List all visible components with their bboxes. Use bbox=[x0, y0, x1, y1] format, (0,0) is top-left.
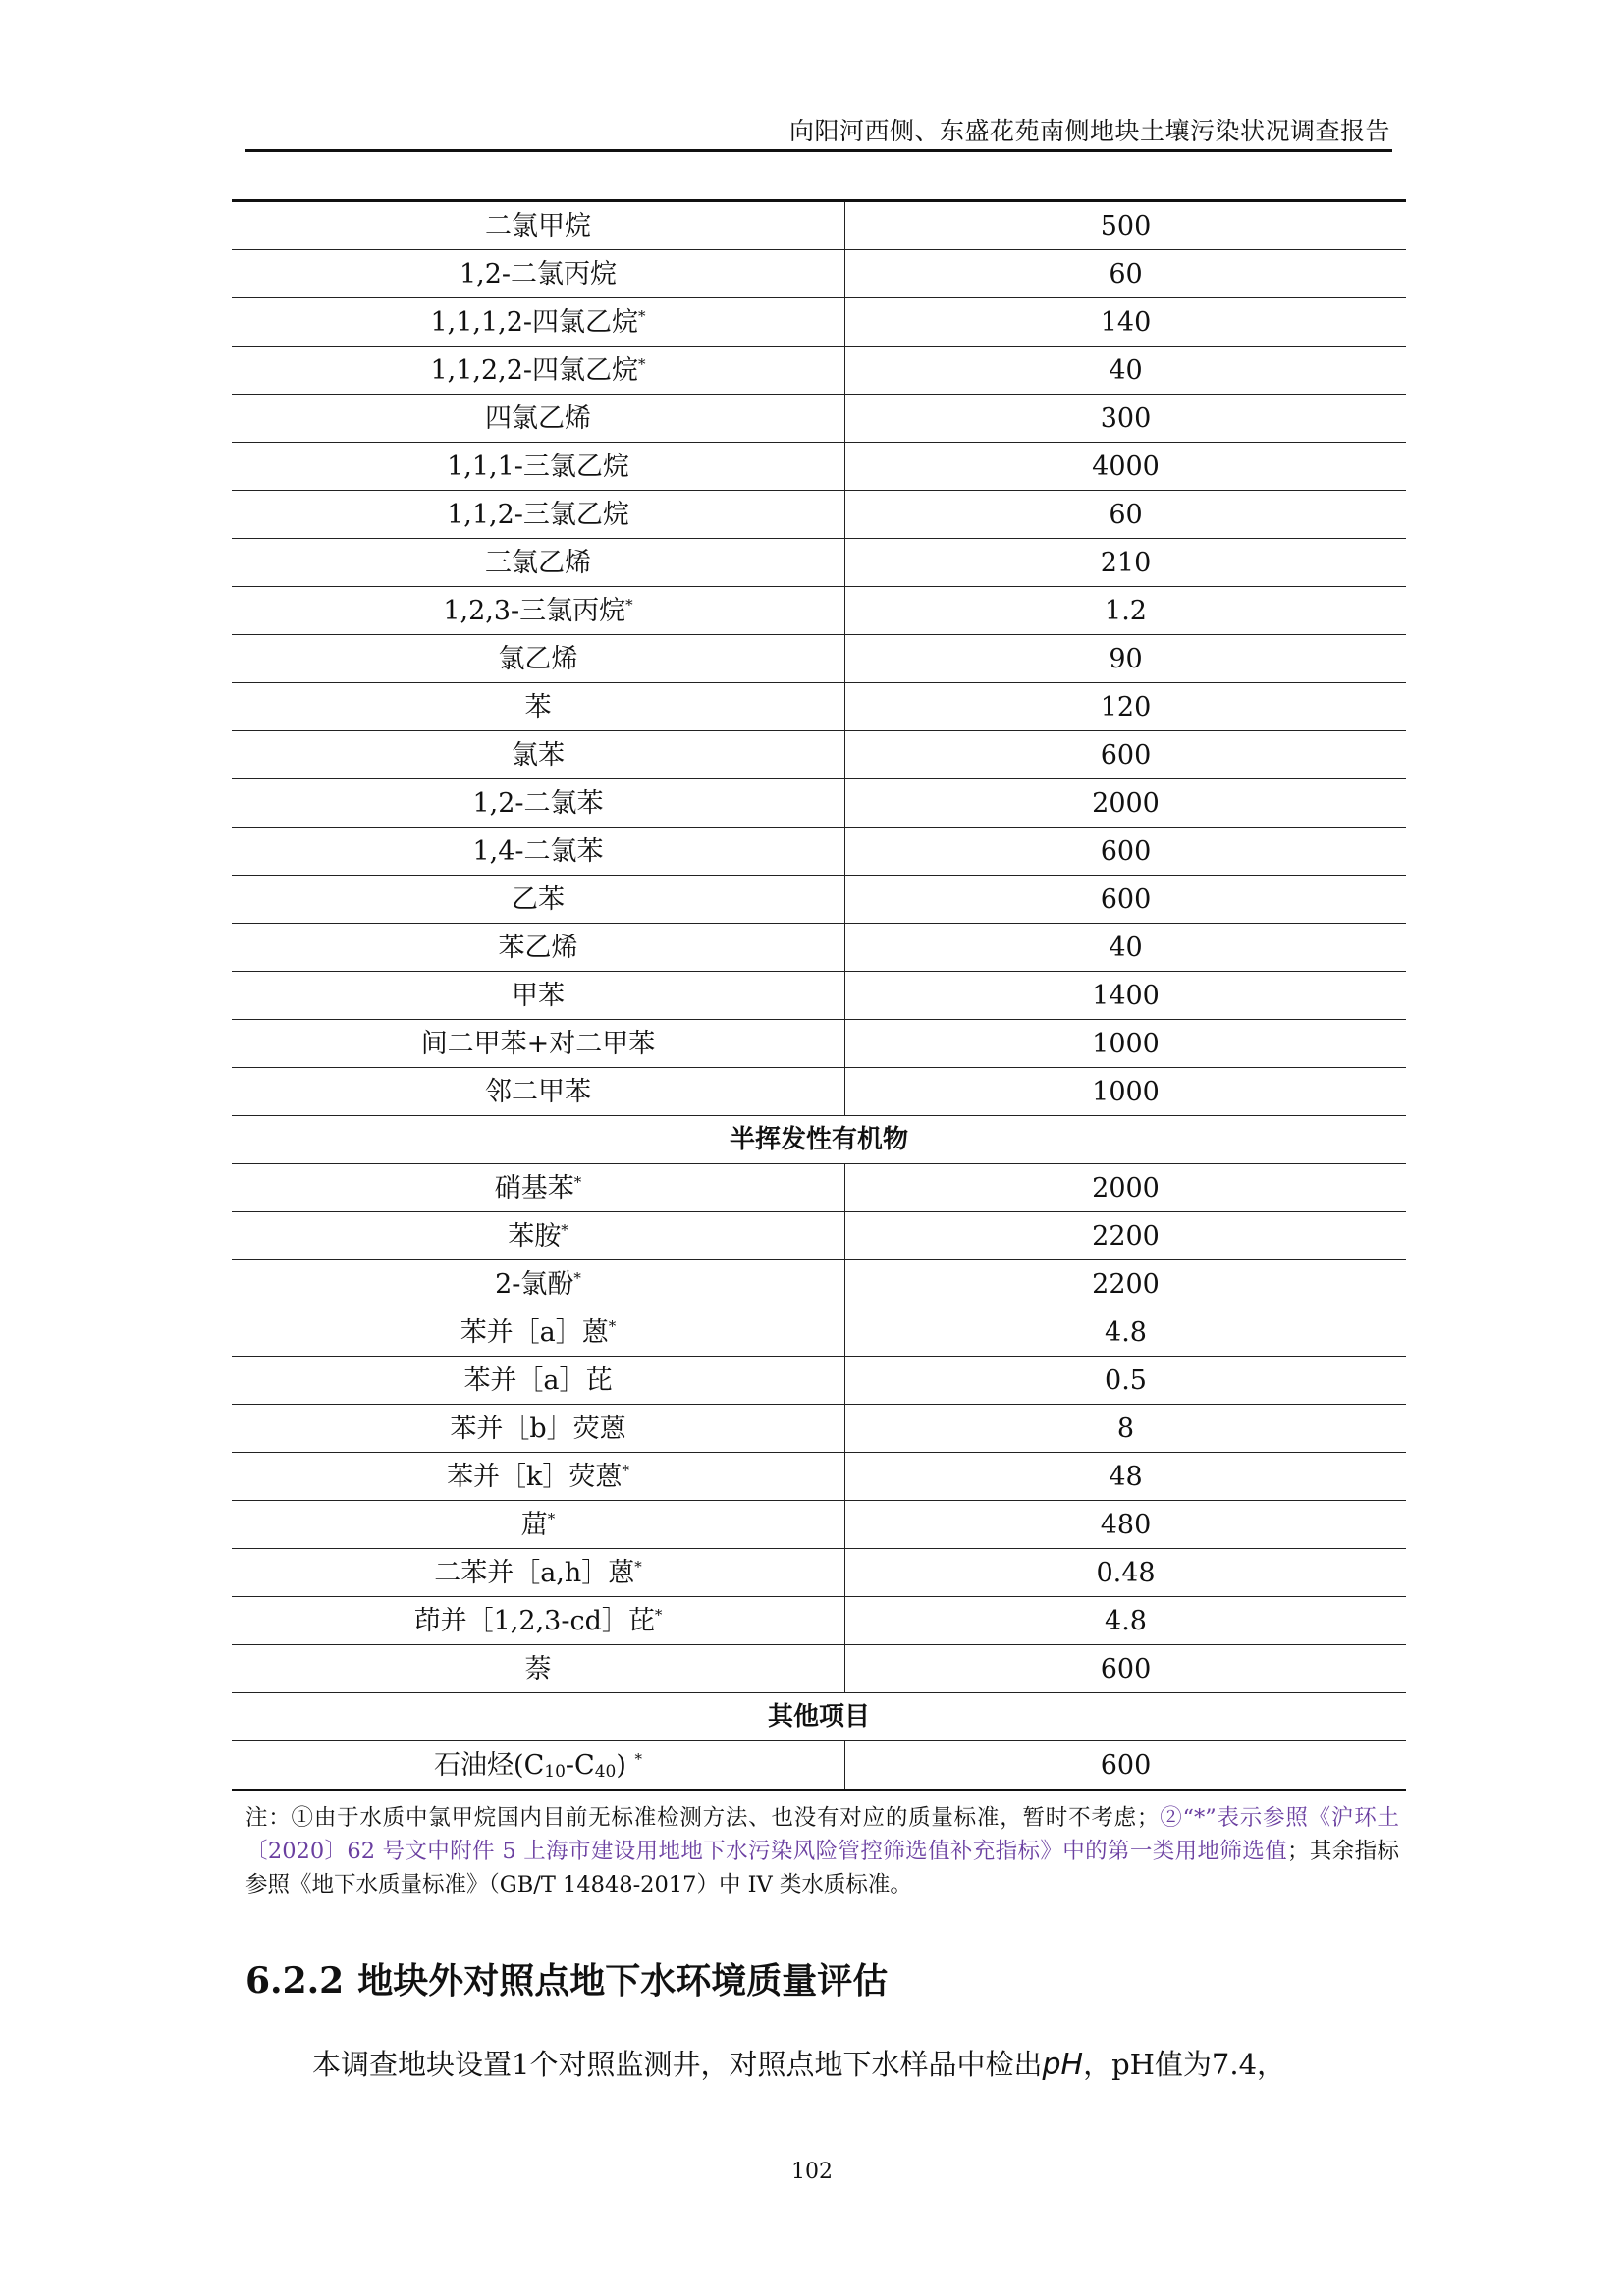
pollutant-name bbox=[232, 298, 845, 347]
asterisk-mark: * bbox=[638, 354, 646, 373]
asterisk-mark: * bbox=[638, 306, 646, 325]
screening-value: 60 bbox=[845, 491, 1407, 539]
screening-value: 600 bbox=[845, 1741, 1407, 1790]
name-text: 萘 bbox=[524, 1653, 552, 1684]
table-row bbox=[232, 876, 1406, 924]
pollutant-name bbox=[232, 924, 845, 972]
standards-table bbox=[232, 199, 1406, 1791]
name-text: 四氯乙烯 bbox=[485, 402, 591, 434]
screening-value: 1000 bbox=[845, 1020, 1407, 1068]
table-row bbox=[232, 1597, 1406, 1645]
table-note bbox=[245, 1801, 1399, 1901]
table-row bbox=[232, 1549, 1406, 1597]
table-row bbox=[232, 201, 1406, 250]
name-part: -C bbox=[565, 1749, 595, 1781]
screening-value: 480 bbox=[845, 1501, 1407, 1549]
name-text: 1,4-二氯苯 bbox=[472, 835, 604, 867]
table-row bbox=[232, 539, 1406, 587]
table-row bbox=[232, 1164, 1406, 1212]
table-row bbox=[232, 1068, 1406, 1116]
table-body bbox=[232, 201, 1406, 1790]
name-text: 邻二甲苯 bbox=[485, 1076, 591, 1107]
section-label: 其他项目 bbox=[232, 1693, 1406, 1741]
name-part: ) bbox=[616, 1749, 635, 1781]
pollutant-name bbox=[232, 1308, 845, 1357]
screening-value: 4.8 bbox=[845, 1597, 1407, 1645]
table-row bbox=[232, 1501, 1406, 1549]
name-text: 苯并［a］芘 bbox=[463, 1364, 613, 1396]
name-text: 二苯并［a,h］蒽 bbox=[434, 1557, 635, 1588]
pollutant-name bbox=[232, 1357, 845, 1405]
screening-value: 2200 bbox=[845, 1260, 1407, 1308]
pollutant-name bbox=[232, 491, 845, 539]
table-row bbox=[232, 1645, 1406, 1693]
table-row bbox=[232, 1741, 1406, 1790]
screening-value: 48 bbox=[845, 1453, 1407, 1501]
pollutant-name bbox=[232, 347, 845, 395]
pollutant-name bbox=[232, 395, 845, 443]
screening-value: 40 bbox=[845, 924, 1407, 972]
name-text: 甲苯 bbox=[512, 980, 565, 1011]
name-text: 2-氯酚 bbox=[495, 1268, 574, 1300]
pollutant-name bbox=[232, 443, 845, 491]
screening-value: 120 bbox=[845, 683, 1407, 731]
asterisk-mark: * bbox=[573, 1268, 581, 1287]
section-title: 地块外对照点地下水环境质量评估 bbox=[357, 1960, 889, 2002]
name-text: 氯苯 bbox=[512, 739, 565, 771]
paragraph-text-1: 本调查地块设置1个对照监测井，对照点地下水样品中检出 bbox=[312, 2048, 1043, 2081]
screening-value: 60 bbox=[845, 250, 1407, 298]
screening-value: 4.8 bbox=[845, 1308, 1407, 1357]
screening-value: 1400 bbox=[845, 972, 1407, 1020]
pollutant-name bbox=[232, 587, 845, 635]
pollutant-name bbox=[232, 1645, 845, 1693]
asterisk-mark: * bbox=[654, 1605, 663, 1624]
table-row bbox=[232, 491, 1406, 539]
section-number: 6.2.2 bbox=[245, 1960, 345, 2002]
pollutant-name bbox=[232, 201, 845, 250]
pollutant-name bbox=[232, 1020, 845, 1068]
screening-value: 4000 bbox=[845, 443, 1407, 491]
name-text: 苯并［a］蒽 bbox=[460, 1316, 609, 1348]
table-row bbox=[232, 683, 1406, 731]
name-text: 苯并［b］荧蒽 bbox=[450, 1413, 626, 1444]
paragraph-italic-ph: pH bbox=[1042, 2048, 1084, 2082]
pollutant-name bbox=[232, 1212, 845, 1260]
name-text: 乙苯 bbox=[512, 883, 565, 915]
pollutant-name bbox=[232, 1260, 845, 1308]
note-part-2: ②“*”表示参照《沪环土〔2020〕62 号文中附件 5 上海市建设用地地下水污染风险管控筛选值补充指标》中的第一类用地筛选值 bbox=[245, 1805, 1399, 1864]
pollutant-name bbox=[232, 1597, 845, 1645]
name-text: 二氯甲烷 bbox=[485, 210, 591, 241]
asterisk-mark: * bbox=[634, 1749, 642, 1768]
asterisk-mark: * bbox=[625, 595, 633, 614]
name-text: 1,2-二氯丙烷 bbox=[459, 258, 618, 290]
name-text: 苯 bbox=[524, 691, 552, 722]
name-text: 1,1,2-三氯乙烷 bbox=[447, 499, 629, 530]
asterisk-mark: * bbox=[608, 1316, 617, 1335]
table-row bbox=[232, 924, 1406, 972]
table-row bbox=[232, 731, 1406, 779]
screening-value: 140 bbox=[845, 298, 1407, 347]
table-row bbox=[232, 587, 1406, 635]
pollutant-name bbox=[232, 683, 845, 731]
pollutant-name bbox=[232, 1453, 845, 1501]
pollutant-name bbox=[232, 635, 845, 683]
pollutant-name bbox=[232, 1405, 845, 1453]
table-row bbox=[232, 1212, 1406, 1260]
asterisk-mark: * bbox=[561, 1220, 568, 1239]
screening-value: 500 bbox=[845, 201, 1407, 250]
screening-value: 2000 bbox=[845, 1164, 1407, 1212]
name-text: 氯乙烯 bbox=[498, 643, 578, 674]
pollutant-name bbox=[232, 1741, 845, 1790]
screening-value: 2200 bbox=[845, 1212, 1407, 1260]
pollutant-name bbox=[232, 779, 845, 828]
name-text: 䓛 bbox=[520, 1509, 548, 1540]
asterisk-mark: * bbox=[547, 1509, 556, 1527]
asterisk-mark: * bbox=[573, 1172, 582, 1191]
screening-value: 0.48 bbox=[845, 1549, 1407, 1597]
name-text: 1,2,3-三氯丙烷 bbox=[443, 595, 626, 626]
table-row bbox=[232, 298, 1406, 347]
screening-value: 600 bbox=[845, 828, 1407, 876]
table-section-row bbox=[232, 1693, 1406, 1741]
table-row bbox=[232, 828, 1406, 876]
table-row bbox=[232, 1453, 1406, 1501]
screening-value: 8 bbox=[845, 1405, 1407, 1453]
name-text: 苯并［k］荧蒽 bbox=[447, 1461, 623, 1492]
pollutant-name bbox=[232, 250, 845, 298]
name-text: 苯胺 bbox=[508, 1220, 562, 1252]
table-row bbox=[232, 1357, 1406, 1405]
table-row bbox=[232, 347, 1406, 395]
name-part: 40 bbox=[594, 1761, 617, 1782]
header-title: 向阳河西侧、东盛花苑南侧地块土壤污染状况调查报告 bbox=[788, 117, 1390, 145]
asterisk-mark: * bbox=[634, 1557, 642, 1575]
screening-value: 300 bbox=[845, 395, 1407, 443]
name-text: 1,2-二氯苯 bbox=[472, 787, 604, 819]
pollutant-name bbox=[232, 1164, 845, 1212]
note-part-1: 注：①由于水质中氯甲烷国内目前无标准检测方法、也没有对应的质量标准，暂时不考虑； bbox=[245, 1805, 1160, 1831]
pollutant-name bbox=[232, 828, 845, 876]
screening-value: 90 bbox=[845, 635, 1407, 683]
screening-value: 0.5 bbox=[845, 1357, 1407, 1405]
table-section-row bbox=[232, 1116, 1406, 1164]
table-row bbox=[232, 635, 1406, 683]
body-paragraph bbox=[312, 2045, 1402, 2085]
pollutant-name bbox=[232, 1501, 845, 1549]
table-row bbox=[232, 250, 1406, 298]
screening-value: 2000 bbox=[845, 779, 1407, 828]
section-heading bbox=[245, 1953, 888, 2003]
table-row bbox=[232, 1260, 1406, 1308]
screening-value: 600 bbox=[845, 1645, 1407, 1693]
table-row bbox=[232, 443, 1406, 491]
pollutant-name bbox=[232, 539, 845, 587]
pollutant-name bbox=[232, 731, 845, 779]
name-part: 10 bbox=[544, 1761, 566, 1782]
screening-value: 600 bbox=[845, 731, 1407, 779]
pollutant-name bbox=[232, 972, 845, 1020]
name-text: 三氯乙烯 bbox=[485, 547, 591, 578]
name-text: 苯乙烯 bbox=[498, 932, 578, 963]
name-text: 1,1,2,2-四氯乙烷 bbox=[430, 354, 639, 386]
screening-value: 40 bbox=[845, 347, 1407, 395]
screening-value: 210 bbox=[845, 539, 1407, 587]
note-part-3: ；其余指标参照《地下水质量标准》（GB/T 14848-2017）中 IV 类水质标准。 bbox=[245, 1839, 1399, 1897]
screening-value: 1000 bbox=[845, 1068, 1407, 1116]
name-part: 石油烃(C bbox=[434, 1749, 545, 1781]
paragraph-text-2: ，pH值为7.4， bbox=[1083, 2048, 1286, 2081]
name-text: 1,1,1,2-四氯乙烷 bbox=[430, 306, 639, 338]
table-row bbox=[232, 1405, 1406, 1453]
table-row bbox=[232, 779, 1406, 828]
name-text: 间二甲苯+对二甲苯 bbox=[420, 1028, 656, 1059]
page-number: 102 bbox=[791, 2160, 833, 2184]
asterisk-mark: * bbox=[622, 1461, 629, 1479]
screening-value: 1.2 bbox=[845, 587, 1407, 635]
section-label: 半挥发性有机物 bbox=[232, 1116, 1406, 1164]
page-header bbox=[245, 110, 1392, 152]
screening-value: 600 bbox=[845, 876, 1407, 924]
pollutant-name bbox=[232, 1068, 845, 1116]
table-row bbox=[232, 395, 1406, 443]
name-text: 1,1,1-三氯乙烷 bbox=[447, 451, 629, 482]
table-row bbox=[232, 972, 1406, 1020]
pollutant-name bbox=[232, 1549, 845, 1597]
table-row bbox=[232, 1308, 1406, 1357]
table-row bbox=[232, 1020, 1406, 1068]
name-text: 茚并［1,2,3-cd］芘 bbox=[413, 1605, 655, 1636]
pollutant-name bbox=[232, 876, 845, 924]
name-text: 硝基苯 bbox=[494, 1172, 574, 1203]
